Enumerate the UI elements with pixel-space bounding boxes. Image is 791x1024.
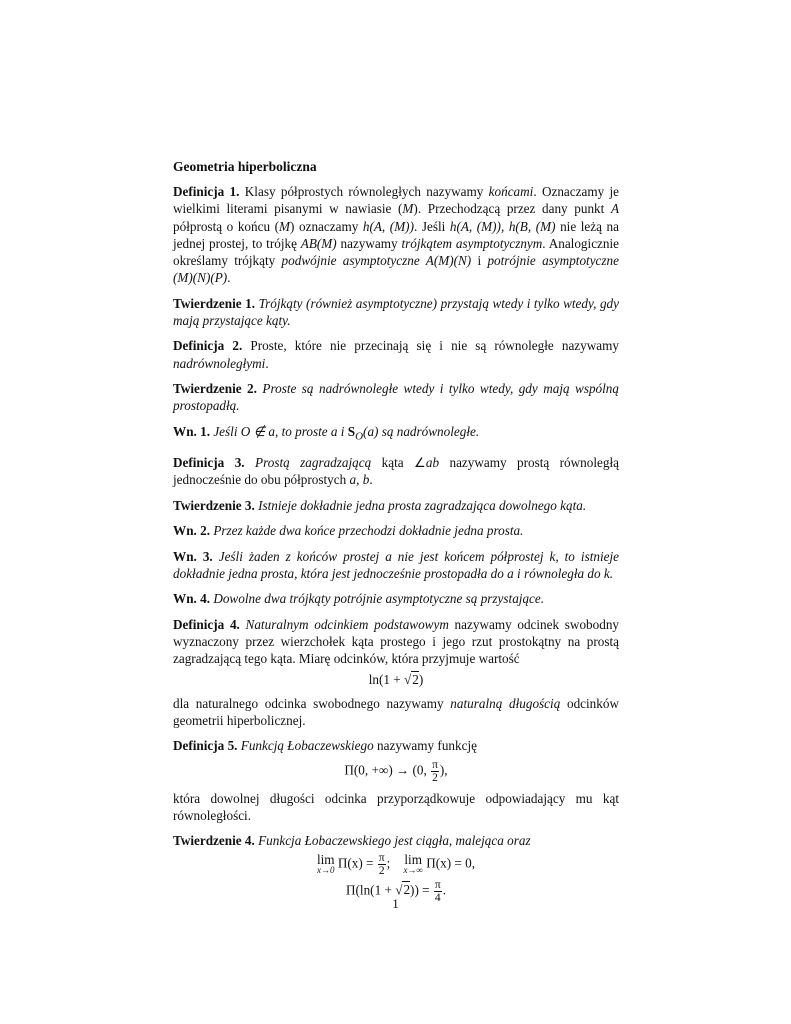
corollary-1: Wn. 1. Jeśli O ∉ a, to proste a i $S_O(a)$ są nadrównoległe. [173,423,480,443]
page-number: 1 [392,896,399,911]
definition-label: Definicja 1. [173,184,240,200]
theorem-text: Istnieje dokładnie jedna prosta zagradzająca dowolnego kąta. [258,497,587,513]
corollary-2: Wn. 2. Przez każde dwa końce przechodzi dokładnie jedna prosta. [173,523,524,539]
theorem-2 [173,380,619,414]
formula-ln: ln(1 + √2) [368,672,424,688]
definition-label: Definicja 4. [173,616,240,632]
definition-5: Definicja 5. Funkcją Łobaczewskiego nazywamy funkcję Π(0, +∞) → (0, $\frac{\pi}{2}$ ), która dowolnej długości odcinka przyporządkowuje odpowiadający mu kąt równoległości. [173,738,619,823]
theorem-label: Twierdzenie 2. [173,381,257,397]
theorem-4 [173,832,619,903]
definition-2: Definicja 2. Proste, które nie przecinają się i nie są równoległe nazywamy nadrównoległymi. [173,338,619,371]
section-title: Geometria hiperboliczna [173,159,317,174]
definition-label: Definicja 2. [173,338,243,354]
corollary-label: Wn. 2. [173,523,211,539]
page-content [173,158,619,912]
definition-1: Definicja 1. Klasy półprostych równoległych nazywamy końcami. Oznaczamy je wielkimi literami pisanymi w nawiasie (M). Przechodzącą przez dany punkt A półprostą o końcu (M) oznaczamy h(A, (M)). Jeśli h(A, (M)), h(B, (M) nie leżą na jednej prostej, to trójkę AB(M) nazywamy trójkątem asymptotycznym. Analogicznie określamy trójkąty podwójnie asymptotyczne A(M)(N) i potrójnie asymptotyczne (M)(N)(P). [173,184,620,286]
theorem-3 [173,497,619,514]
corollary-label: Wn. 1. [173,423,211,439]
formula-pi-value: Π(ln(1 + √2)) = $\frac{\pi}{4}$ . [346,878,446,904]
definition-3: Definicja 3. Prostą zagradzającą kąta ∠ab nazywamy prostą równoległą jednocześnie do obu półprostych a, b. [173,454,619,488]
theorem-1 [173,295,619,329]
corollary-3: Wn. 3. Jeśli żaden z końców prostej a nie jest końcem półprostej k, to istnieje dokładnie jedna prosta, która jest jednocześnie prostopadła do a i równoległa do k. [173,548,619,581]
theorem-text: Funkcja Łobaczewskiego jest ciągła, malejąca oraz [258,833,531,849]
theorem-text: Proste są nadrównoległe wtedy i tylko wtedy, gdy mają wspólną prostopadłą. [173,381,619,414]
theorem-label: Twierdzenie 3. [173,497,255,513]
definition-label: Definicja 5. [173,738,238,754]
theorem-label: Twierdzenie 1. [173,295,256,311]
theorem-text: Trójkąty (również asymptotyczne) przystają wtedy i tylko wtedy, gdy mają przystające kąty. [173,295,619,328]
theorem-label: Twierdzenie 4. [173,833,255,849]
formula-lobachevsky: Π(0, +∞) → (0, $\frac{\pi}{2}$ ), [344,758,448,784]
formula-limits: lim x→0 Π(x) = $\frac{\pi}{2}$ ; lim x→∞ Π(x) = 0, [316,851,476,877]
definition-label: Definicja 3. [173,454,245,470]
corollary-label: Wn. 3. [173,548,213,564]
definition-4: Definicja 4. Naturalnym odcinkiem podstawowym nazywamy odcinek swobodny wyznaczony przez wierzchołek kąta prostego i jego rzut prostokątny na prostą zagradzającą tego kąta. Miarę odcinków, która przyjmuje wartość ln(1 + √2) dla naturalnego odcinka swobodnego nazywamy naturalną długością odcinków geometrii hiperbolicznej. [173,616,620,728]
corollary-label: Wn. 4. [173,591,211,607]
corollary-4: Wn. 4. Dowolne dwa trójkąty potrójnie asymptotyczne są przystające. [173,591,545,607]
